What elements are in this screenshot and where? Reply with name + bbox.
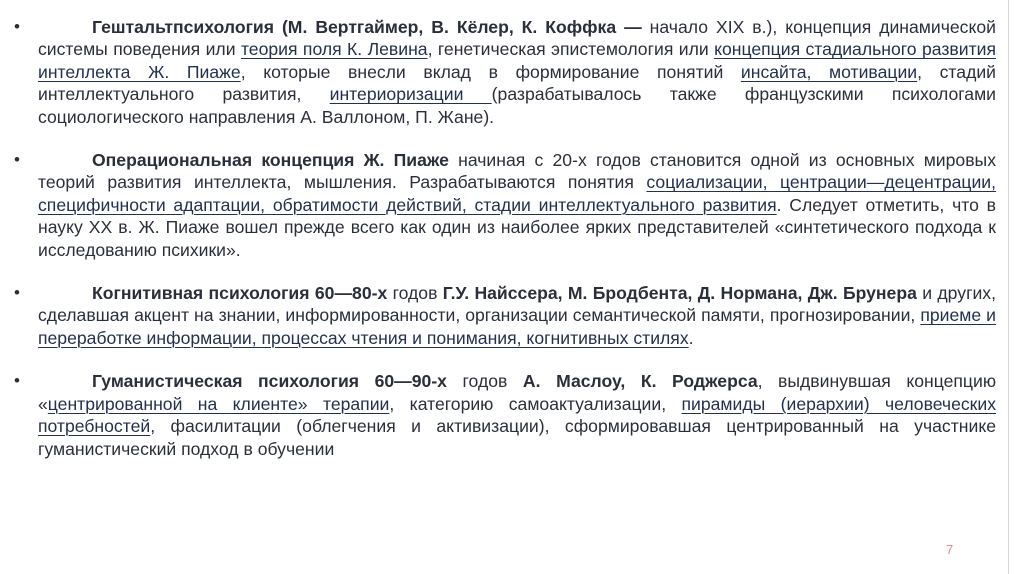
bullet-icon: • <box>14 150 20 170</box>
bullet-icon: • <box>14 371 20 391</box>
text-segment: начиная с 20-х годов становится одной из основных мировых теорий развития интеллекта, мышления. Разрабатываются понятия <box>38 150 996 193</box>
text-segment: . <box>688 327 694 348</box>
bullet-icon: • <box>14 17 20 36</box>
term-bold: Гештальтпсихология (М. Вертгаймер, В. Кёлер, К. Коффка — <box>92 17 650 37</box>
term-bold: Операциональная концепция Ж. Пиаже <box>92 150 459 171</box>
text-segment: , фасилитации (облегчения и активизации), сформировавшая центрированный на участнике гуманистический подход в обучении <box>38 416 996 459</box>
text-segment: и других, сделавшая акцент на знании, информированности, организации семантической памяти, прогнозировании, <box>38 283 996 326</box>
text-segment: начало XIX в.), концепция динамической системы поведения или <box>38 17 996 60</box>
text-segment: годов <box>462 371 523 392</box>
text-segment: . Следует отметить, что в науку XX в. Ж. Пиаже вошел прежде всего как один из наиболее ярких представителей «синтетического подхода к исследованию психики». <box>38 194 996 260</box>
slide-body <box>14 16 997 481</box>
text-segment: , категорию самоактуализации, <box>389 393 682 414</box>
term-link: приеме и переработке информации, процессах чтения и понимания, когнитивных стилях <box>38 305 996 348</box>
term-link: центрированной на клиенте» терапии <box>47 393 390 414</box>
bullet-icon: • <box>14 283 20 303</box>
text-segment: , выдвинувшая концепцию « <box>38 371 997 414</box>
term-bold: А. Маслоу, К. Роджерса <box>522 371 758 392</box>
text-segment: , стадий интеллектуального развития, <box>38 61 997 105</box>
text-segment: (разрабатывалось также французскими психологами социологического направления А. Валлоном, П. Жане). <box>38 84 996 127</box>
bullet-paragraph-gestalt <box>14 16 997 128</box>
slide-page-number: 7 <box>946 542 954 557</box>
bullet-paragraph-humanistic <box>14 370 997 460</box>
term-link: пирамиды (иерархии) человеческих потребностей <box>38 393 996 437</box>
term-link: теория поля К. Левина <box>240 39 428 60</box>
term-link: социализации, центрации—децентрации, специфичности адаптации, обратимости действий, стадии интеллектуального развития <box>38 172 997 215</box>
bullet-paragraph-cognitive <box>14 282 996 349</box>
text-segment: , генетическая эпистемология или <box>427 39 715 60</box>
bullet-paragraph-piaget <box>14 149 997 261</box>
text-segment: , которые внесли вклад в формирование понятий <box>240 61 741 82</box>
term-link: инсайта, мотивации <box>740 61 918 82</box>
text-segment: годов <box>392 283 443 304</box>
term-bold: Когнитивная психология 60—80-х <box>92 283 393 304</box>
term-bold: Г.У. Найссера, М. Бродбента, Д. Нормана, Дж. Брунера <box>442 283 923 304</box>
term-link: интериоризации <box>329 84 492 105</box>
term-link: концепция стадиального развития интеллекта Ж. Пиаже <box>38 39 997 82</box>
term-bold: Гуманистическая психология 60—90-х <box>92 371 463 392</box>
right-border-line <box>1008 0 1009 574</box>
